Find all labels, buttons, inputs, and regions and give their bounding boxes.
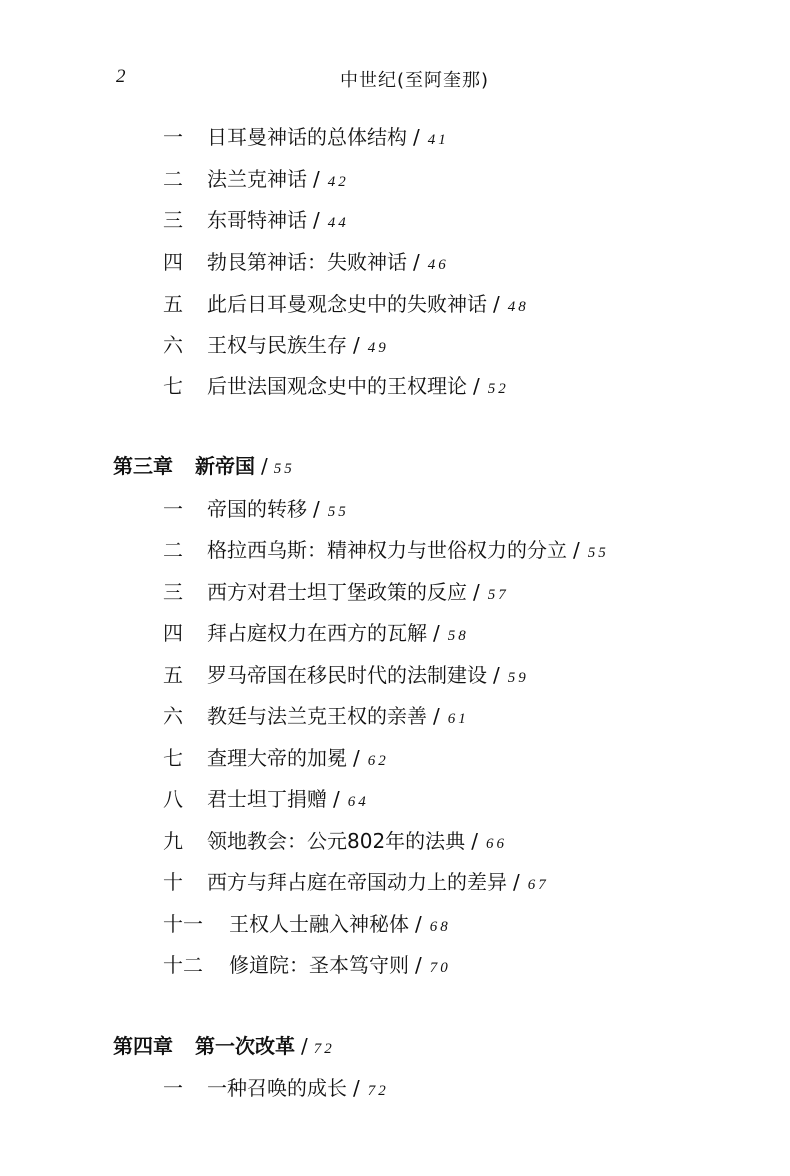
entry-title: 此后日耳曼观念史中的失败神话 bbox=[207, 292, 487, 316]
chapter-heading bbox=[113, 1033, 335, 1062]
toc-entry bbox=[163, 124, 449, 153]
entry-page: 61 bbox=[447, 711, 469, 727]
separator: / bbox=[353, 1076, 360, 1100]
entry-title: 日耳曼神话的总体结构 bbox=[207, 125, 407, 149]
running-title: 中世纪(至阿奎那) bbox=[340, 70, 490, 91]
entry-number: 五 bbox=[163, 663, 183, 687]
separator: / bbox=[415, 953, 422, 977]
entry-title: 修道院：圣本笃守则 bbox=[229, 953, 409, 977]
separator: / bbox=[433, 704, 440, 728]
entry-page: 48 bbox=[507, 299, 529, 315]
entry-title: 帝国的转移 bbox=[207, 497, 307, 521]
entry-page: 44 bbox=[327, 215, 349, 231]
toc-entry bbox=[163, 537, 609, 566]
chapter-page: 72 bbox=[313, 1041, 335, 1057]
entry-title: 一种召唤的成长 bbox=[207, 1076, 347, 1100]
entry-number: 四 bbox=[163, 621, 183, 645]
toc-entry bbox=[163, 249, 449, 278]
entry-title: 领地教会：公元802年的法典 bbox=[207, 829, 466, 853]
separator: / bbox=[473, 580, 480, 604]
separator: / bbox=[513, 870, 520, 894]
entry-number: 十二 bbox=[163, 953, 203, 977]
toc-entry bbox=[163, 952, 451, 981]
entry-page: 70 bbox=[429, 960, 451, 976]
entry-title: 查理大帝的加冕 bbox=[207, 746, 347, 770]
chapter-heading bbox=[113, 453, 295, 482]
separator: / bbox=[413, 250, 420, 274]
entry-title: 后世法国观念史中的王权理论 bbox=[207, 374, 467, 398]
entry-page: 62 bbox=[367, 753, 389, 769]
separator: / bbox=[413, 125, 420, 149]
separator: / bbox=[313, 208, 320, 232]
separator: / bbox=[415, 912, 422, 936]
entry-title: 教廷与法兰克王权的亲善 bbox=[207, 704, 427, 728]
entry-number: 一 bbox=[163, 1076, 183, 1100]
entry-page: 68 bbox=[429, 919, 451, 935]
separator: / bbox=[353, 333, 360, 357]
entry-number: 一 bbox=[163, 125, 183, 149]
entry-number: 二 bbox=[163, 167, 183, 191]
entry-page: 42 bbox=[327, 174, 349, 190]
chapter-title: 新帝国 bbox=[195, 454, 255, 478]
toc-entry bbox=[163, 579, 509, 608]
entry-page: 59 bbox=[507, 670, 529, 686]
entry-title: 罗马帝国在移民时代的法制建设 bbox=[207, 663, 487, 687]
separator: / bbox=[471, 829, 478, 853]
chapter-label: 第四章 bbox=[113, 1034, 173, 1058]
entry-page: 41 bbox=[427, 132, 449, 148]
entry-title: 勃艮第神话：失败神话 bbox=[207, 250, 407, 274]
entry-number: 十一 bbox=[163, 912, 203, 936]
chapter-page: 55 bbox=[273, 461, 295, 477]
entry-page: 67 bbox=[527, 877, 549, 893]
toc-entry bbox=[163, 373, 509, 402]
toc-entry bbox=[163, 291, 529, 320]
entry-page: 58 bbox=[447, 628, 469, 644]
toc-entry bbox=[163, 786, 369, 815]
entry-title: 东哥特神话 bbox=[207, 208, 307, 232]
entry-page: 57 bbox=[487, 587, 509, 603]
separator: / bbox=[493, 292, 500, 316]
entry-title: 拜占庭权力在西方的瓦解 bbox=[207, 621, 427, 645]
toc-entry bbox=[163, 662, 529, 691]
toc-entry bbox=[163, 620, 469, 649]
entry-page: 55 bbox=[587, 545, 609, 561]
toc-entry bbox=[163, 828, 507, 857]
entry-number: 四 bbox=[163, 250, 183, 274]
entry-number: 七 bbox=[163, 374, 183, 398]
entry-title: 君士坦丁捐赠 bbox=[207, 787, 327, 811]
toc-entry bbox=[163, 332, 389, 361]
toc-entry bbox=[163, 745, 389, 774]
toc-entry bbox=[163, 207, 349, 236]
separator: / bbox=[333, 787, 340, 811]
entry-number: 七 bbox=[163, 746, 183, 770]
entry-number: 六 bbox=[163, 333, 183, 357]
entry-title: 法兰克神话 bbox=[207, 167, 307, 191]
entry-number: 五 bbox=[163, 292, 183, 316]
separator: / bbox=[433, 621, 440, 645]
toc-entry bbox=[163, 911, 451, 940]
entry-page: 49 bbox=[367, 340, 389, 356]
entry-page: 46 bbox=[427, 257, 449, 273]
entry-title: 王权与民族生存 bbox=[207, 333, 347, 357]
entry-page: 55 bbox=[327, 504, 349, 520]
separator: / bbox=[493, 663, 500, 687]
page-number: 2 bbox=[116, 66, 126, 87]
entry-number: 十 bbox=[163, 870, 183, 894]
entry-number: 三 bbox=[163, 208, 183, 232]
toc-entry bbox=[163, 869, 549, 898]
entry-title: 西方与拜占庭在帝国动力上的差异 bbox=[207, 870, 507, 894]
toc-entry bbox=[163, 703, 469, 732]
entry-title: 王权人士融入神秘体 bbox=[229, 912, 409, 936]
separator: / bbox=[313, 497, 320, 521]
entry-number: 八 bbox=[163, 787, 183, 811]
entry-page: 52 bbox=[487, 381, 509, 397]
toc-entry bbox=[163, 166, 349, 195]
chapter-label: 第三章 bbox=[113, 454, 173, 478]
separator: / bbox=[301, 1034, 308, 1058]
toc-entry bbox=[163, 496, 349, 525]
entry-number: 二 bbox=[163, 538, 183, 562]
toc-entry bbox=[163, 1075, 389, 1104]
entry-number: 九 bbox=[163, 829, 183, 853]
entry-title: 西方对君士坦丁堡政策的反应 bbox=[207, 580, 467, 604]
separator: / bbox=[261, 454, 268, 478]
chapter-title: 第一次改革 bbox=[195, 1034, 295, 1058]
entry-title: 格拉西乌斯：精神权力与世俗权力的分立 bbox=[207, 538, 567, 562]
separator: / bbox=[313, 167, 320, 191]
entry-number: 六 bbox=[163, 704, 183, 728]
separator: / bbox=[473, 374, 480, 398]
entry-page: 64 bbox=[347, 794, 369, 810]
entry-number: 三 bbox=[163, 580, 183, 604]
entry-page: 72 bbox=[367, 1083, 389, 1099]
separator: / bbox=[353, 746, 360, 770]
entry-number: 一 bbox=[163, 497, 183, 521]
separator: / bbox=[573, 538, 580, 562]
entry-page: 66 bbox=[485, 836, 507, 852]
